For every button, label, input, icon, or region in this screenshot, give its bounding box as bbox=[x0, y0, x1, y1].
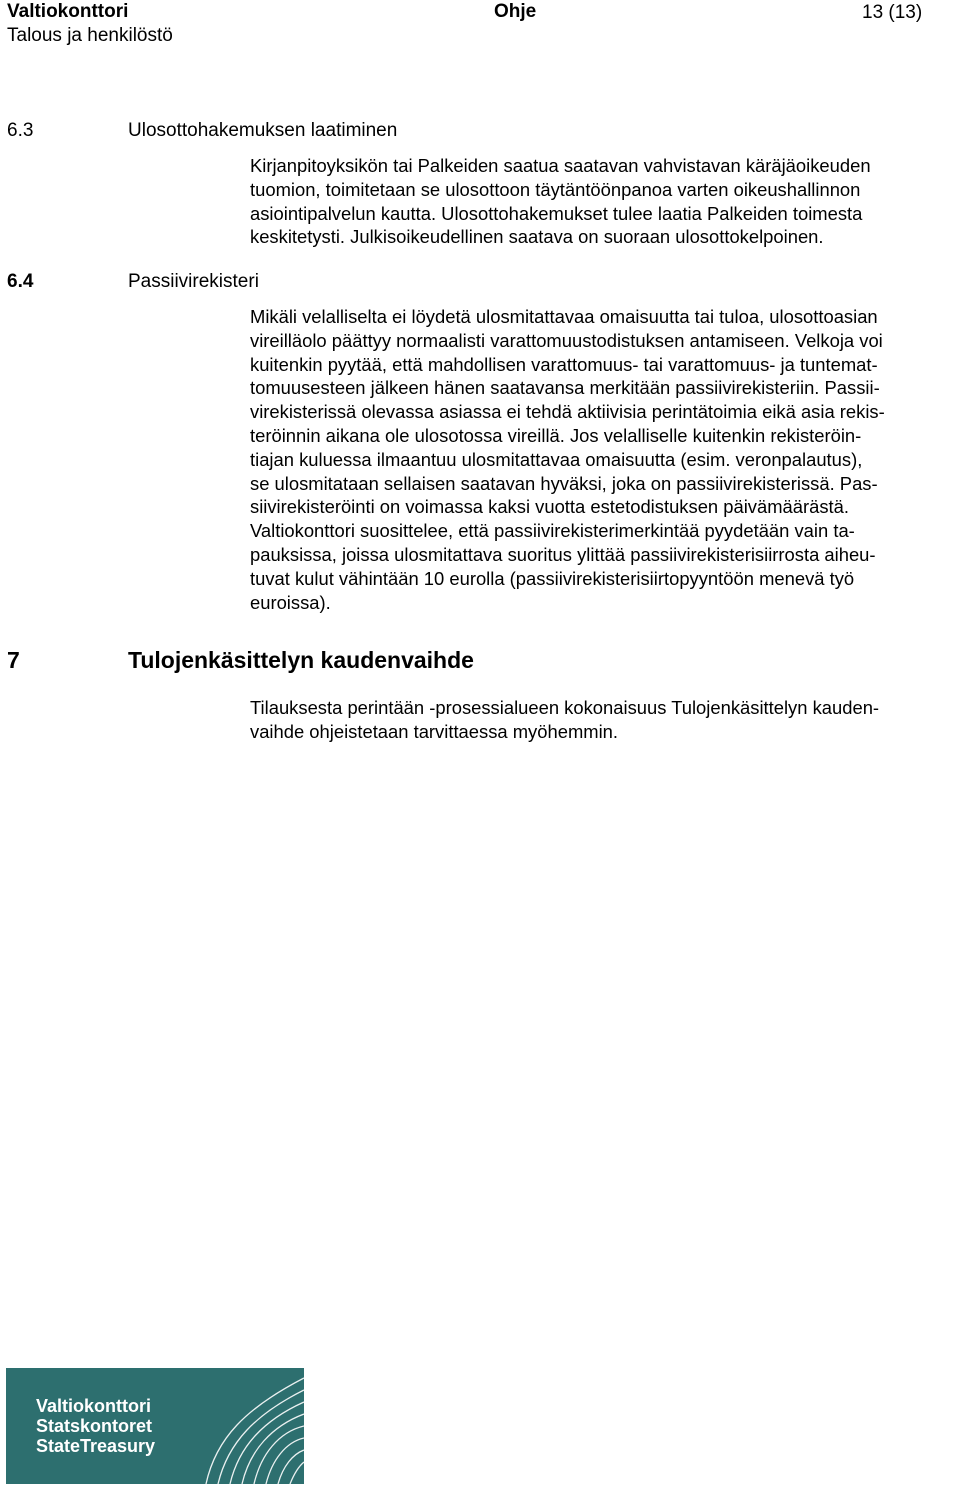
header-org: Valtiokonttori bbox=[7, 1, 129, 22]
section-7-title: Tulojenkäsittelyn kaudenvaihde bbox=[128, 647, 474, 673]
section-6-4-paragraph: Mikäli velalliselta ei löydetä ulosmitattavaa omaisuutta tai tuloa, ulosottoasian vireilläolo päättyy normaalisti varattomuustodistuksen antamiseen. Velkoja voi kuitenkin pyytää, että mahdollisen varattomuus- tai varattomuus- ja tuntemat- tomuusesteen jälkeen hänen saatavansa merkitään passiivirekisteriin. Passii- virekisterissä olevassa asiassa ei tehdä aktiivisia perintätoimia eikä asia rekis- teröinnin aikana ole ulosotossa vireillä. Jos velalliselle kuitenkin rekisteröin- tiajan kuluessa ilmaantuu ulosmitattavaa omaisuutta (esim. veronpalautus), se ulosmitataan sellaisen saatavan hyväksi, joka on passiivirekisterissä. Pas- siivirekisteröinti on voimassa kaksi vuotta estetodistuksen päivämäärästä. Valtiokonttori suosittelee, että passiivirekisterimerkintää pyydetään vain ta- pauksissa, joissa ulosmitattava suoritus ylittää passiivirekisterisiirrosta aiheu- tuvat kulut vähintään 10 eurolla (passiivirekisterisiirtopyyntöön menevä työ euroissa). bbox=[250, 306, 885, 613]
section-6-3-paragraph: Kirjanpitoyksikön tai Palkeiden saatua saatavan vahvistavan käräjäoikeuden tuomion, toimitetaan se ulosottoon täytäntöönpanoa varten oikeushallinnon asiointipalvelun kautta. Ulosottohakemukset tulee laatia Palkeiden toimesta keskitetysti. Julkisoikeudellinen saatava on suoraan ulosottokelpoinen. bbox=[250, 155, 871, 248]
section-7-number: 7 bbox=[7, 647, 20, 673]
header-department: Talous ja henkilöstö bbox=[7, 25, 173, 46]
header-page-number: 13 (13) bbox=[862, 2, 923, 23]
section-7-paragraph: Tilauksesta perintään -prosessialueen kokonaisuus Tulojenkäsittelyn kauden- vaihde ohjeistetaan tarvittaessa myöhemmin. bbox=[250, 697, 880, 742]
header-doc-type: Ohje bbox=[494, 1, 537, 22]
logo-line-1: Valtiokonttori bbox=[36, 1396, 152, 1416]
logo-line-2: Statskontoret bbox=[36, 1416, 153, 1436]
section-6-3-title: Ulosottohakemuksen laatiminen bbox=[128, 120, 398, 141]
section-6-3-number: 6.3 bbox=[7, 120, 34, 141]
logo-line-3: StateTreasury bbox=[36, 1436, 156, 1456]
section-6-4-number: 6.4 bbox=[7, 271, 34, 292]
state-treasury-logo bbox=[6, 1368, 304, 1484]
section-6-4-title: Passiivirekisteri bbox=[128, 271, 259, 292]
